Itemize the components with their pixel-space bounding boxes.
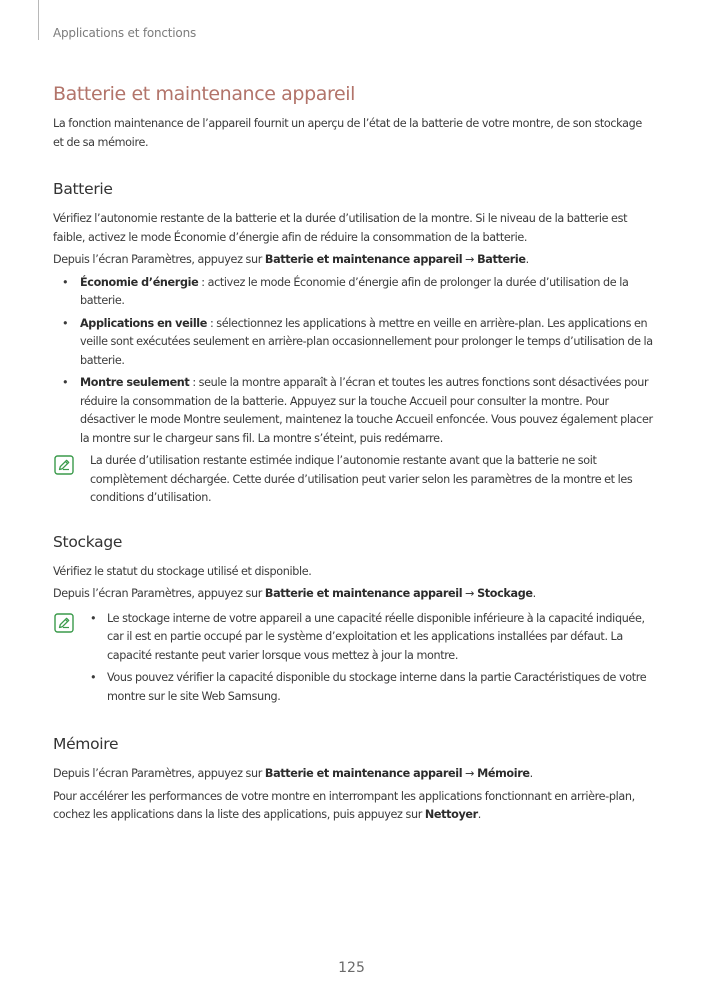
- path-menu: Batterie et maintenance appareil: [264, 253, 463, 266]
- page-content: [53, 83, 653, 829]
- note-pencil-icon: [54, 455, 74, 475]
- bullet: •: [62, 316, 69, 330]
- path-period: .: [532, 587, 536, 600]
- battery-note: [53, 452, 653, 508]
- path-item: Batterie: [477, 253, 526, 266]
- storage-path: [53, 585, 653, 604]
- option-text: : seule la montre apparaît à l’écran et toutes les autres fonctions sont désactivées pour réduire la consommation de la batterie. Appuyez sur la touche Accueil pour consulter la montre. Pour désactiver le mode Montre seulement, maintenez la touche Accueil enfoncée. Vous pouvez également placer la montre sur le chargeur sans fil. La montre s’éteint, puis redémarre.: [80, 376, 653, 445]
- note-text: Vous pouvez vérifier la capacité disponible du stockage interne dans la partie Caractéristiques de votre montre sur le site Web Samsung.: [107, 671, 647, 703]
- option-term: Applications en veille: [80, 316, 208, 330]
- path-period: .: [525, 253, 529, 266]
- path-arrow: →: [462, 253, 478, 266]
- memory-path: [53, 765, 653, 784]
- storage-note: [53, 610, 653, 707]
- path-menu: Batterie et maintenance appareil: [264, 767, 463, 780]
- battery-heading: Batterie: [53, 180, 113, 198]
- option-term: Montre seulement: [80, 376, 190, 389]
- note-pencil-icon: [54, 613, 74, 633]
- path-item: Mémoire: [477, 767, 530, 780]
- path-menu: Batterie et maintenance appareil: [264, 587, 463, 600]
- bullet: •: [62, 376, 69, 389]
- storage-note-list: [90, 610, 653, 707]
- bullet: •: [62, 275, 69, 289]
- option-term: Économie d’énergie: [80, 275, 199, 289]
- page-number: 125: [338, 960, 365, 976]
- running-header: Applications et fonctions: [53, 26, 197, 40]
- path-arrow: →: [462, 587, 478, 600]
- clean-button-label: Nettoyer: [424, 808, 478, 821]
- list-item: [53, 315, 653, 371]
- path-prefix: Depuis l’écran Paramètres, appuyez sur: [53, 587, 265, 600]
- option-text: : sélectionnez les applications à mettre en veille en arrière-plan. Les applications en veille sont exécutées seulement en arrière-plan occasionnellement pour prolonger le temps d’utilisation de la batterie.: [80, 316, 653, 367]
- battery-path: [53, 251, 653, 270]
- bullet: •: [90, 611, 97, 625]
- storage-heading: Stockage: [53, 532, 123, 551]
- storage-paragraph: Vérifiez le statut du stockage utilisé et disponible.: [53, 564, 312, 578]
- path-arrow: →: [462, 767, 478, 780]
- path-prefix: Depuis l’écran Paramètres, appuyez sur: [53, 767, 265, 780]
- battery-options-list: [53, 274, 653, 449]
- memory-period: .: [477, 808, 482, 821]
- battery-paragraph: Vérifiez l’autonomie restante de la batterie et la durée d’utilisation de la montre. Si le niveau de la batterie est faible, activez le mode Économie d’énergie afin de réduire la consommation de la batterie.: [53, 212, 628, 244]
- list-item: [90, 669, 653, 706]
- option-text: : activez le mode Économie d’énergie afin de prolonger la durée d’utilisation de la batterie.: [80, 275, 629, 307]
- memory-paragraph: [53, 788, 653, 825]
- intro-paragraph: La fonction maintenance de l’appareil fournit un aperçu de l’état de la batterie de votre montre, de son stockage et de sa mémoire.: [53, 117, 642, 149]
- list-item: [90, 610, 653, 666]
- page-title: Batterie et maintenance appareil: [53, 83, 356, 105]
- path-prefix: Depuis l’écran Paramètres, appuyez sur: [53, 253, 265, 266]
- memory-text: Pour accélérer les performances de votre montre en interrompant les applications fonctionnant en arrière-plan, cochez les applications dans la liste des applications, puis appuyez sur: [53, 789, 635, 821]
- memory-heading: Mémoire: [53, 735, 119, 753]
- header-rule: [38, 0, 39, 40]
- note-text: Le stockage interne de votre appareil a une capacité réelle disponible inférieure à la capacité indiquée, car il est en partie occupé par le système d’exploitation et les applications installées par défaut. La capacité restante peut varier lorsque vous mettez à jour la montre.: [107, 611, 645, 662]
- bullet: •: [90, 671, 97, 684]
- list-item: [53, 274, 653, 311]
- path-period: .: [529, 767, 533, 780]
- path-item: Stockage: [477, 587, 533, 600]
- list-item: [53, 374, 653, 448]
- note-text: La durée d’utilisation restante estimée indique l’autonomie restante avant que la batterie ne soit complètement déchargée. Cette durée d’utilisation peut varier selon les paramètres de la montre et les conditions d’utilisation.: [90, 454, 633, 504]
